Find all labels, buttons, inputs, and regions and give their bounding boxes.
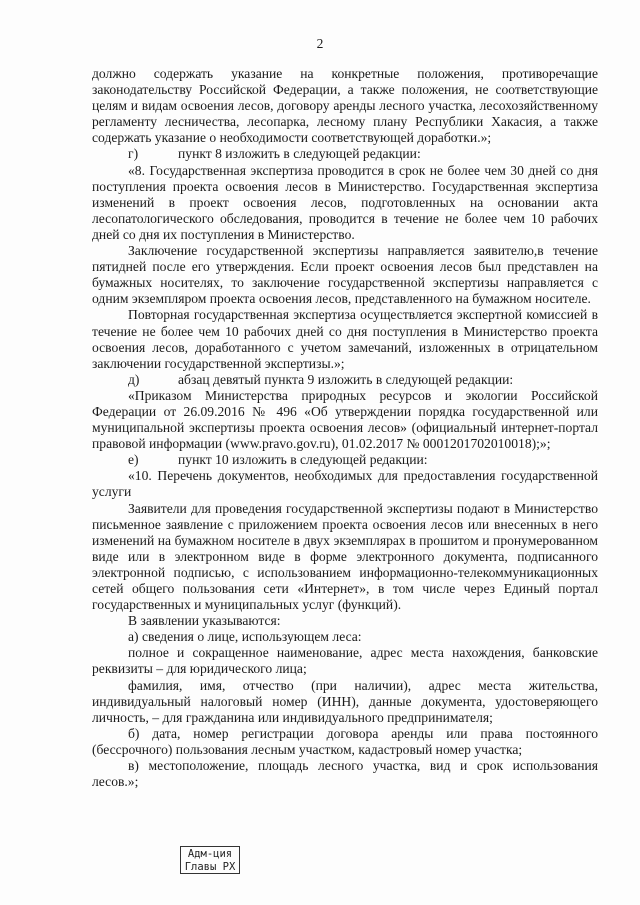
paragraph: Заключение государственной экспертизы направляется заявителю,в течение пятидней после его утверждения. Если проект освоения лесов был представлен на бумажных носителях, то заключение государственной экспертизы направляется с одним экземпляром проекта освоения лесов, представленного на бумажном носителе. (92, 243, 598, 307)
list-item-e (92, 452, 598, 468)
list-marker: г) (128, 146, 139, 162)
paragraph: «Приказом Министерства природных ресурсов и экологии Российской Федерации от 26.09.2016 № 496 «Об утверждении порядка государственной или муниципальной экспертизы проекта освоения лесов» (официальный интернет-портал правовой информации (www.pravo.gov.ru), 01.02.2017 № 0001201702010018);»; (92, 387, 598, 452)
paragraph: должно содержать указание на конкретные положения, противоречащие законодательству Российской Федерации, а также положения, не соответствующие целям и видам освоения лесов, договору аренды лесного участка, лесохозяйственному регламенту лесничества, лесопарка, лесному плану Республики Хакасия, а также содержать указание о необходимости соответствующей доработки.»; (92, 66, 598, 146)
list-item-text: пункт 8 изложить в следующей редакции: (178, 146, 421, 162)
paragraph: «8. Государственная экспертиза проводится в срок не более чем 30 дней со дня поступления проекта освоения лесов в Министерство. Государственная экспертиза изменений в проект освоения лесов, подготовленных на основании акта лесопатологического обследования, проводится в течение не более чем 10 рабочих дней со дня их поступления в Министерство. (92, 162, 598, 242)
stamp-line: Адм-ция (187, 848, 233, 860)
paragraph: а) сведения о лице, использующем леса: (128, 629, 362, 645)
paragraph: полное и сокращенное наименование, адрес места нахождения, банковские реквизиты – для юридического лица; (92, 645, 598, 677)
list-item-text: абзац девятый пункта 9 изложить в следующей редакции: (178, 371, 514, 387)
list-item-d (92, 372, 598, 388)
paragraph: фамилия, имя, отчество (при наличии), адрес места жительства, индивидуальный налоговый номер (ИНН), данные документа, удостоверяющего личность, – для гражданина или индивидуального предпринимателя; (92, 677, 598, 725)
list-marker: д) (128, 371, 140, 387)
paragraph: Заявители для проведения государственной экспертизы подают в Министерство письменное заявление с приложением проекта освоения лесов или внесенных в него изменений на бумажном носителе в двух экземплярах в прошитом и пронумерованном виде или в электронном виде в форме электронного документа, подписанного электронной подписью, с использованием информационно-телекоммуникационных сетей общего пользования сети «Интернет», в том числе через Единый портал государственных и муниципальных услуг (функций). (92, 500, 598, 613)
section-title: Перечень документов, необходимых для предоставления государственной услуги (92, 468, 598, 500)
document-body (92, 66, 598, 790)
paragraph: б) дата, номер регистрации договора аренды или права постоянного (бессрочного) пользования лесным участком, кадастровый номер участка; (92, 725, 598, 757)
list-marker: е) (128, 452, 139, 468)
list-item-text: пункт 10 изложить в следующей редакции: (178, 452, 428, 468)
list-item-g (92, 146, 598, 162)
page-number: 2 (316, 36, 324, 51)
registration-stamp (180, 846, 240, 874)
section-number: «10. (128, 468, 152, 484)
paragraph: Повторная государственная экспертиза осуществляется экспертной комиссией в течение не более чем 10 рабочих дней со дня поступления в Министерство проекта освоения лесов, доработанного с учетом замечаний, изложенных в отрицательном заключении государственной экспертизы.»; (92, 307, 598, 371)
stamp-line: Главы РХ (184, 861, 236, 873)
paragraph: в) местоположение, площадь лесного участка, вид и срок использования лесов.»; (92, 758, 598, 790)
section-heading (92, 468, 598, 500)
paragraph: В заявлении указываются: (128, 613, 281, 629)
